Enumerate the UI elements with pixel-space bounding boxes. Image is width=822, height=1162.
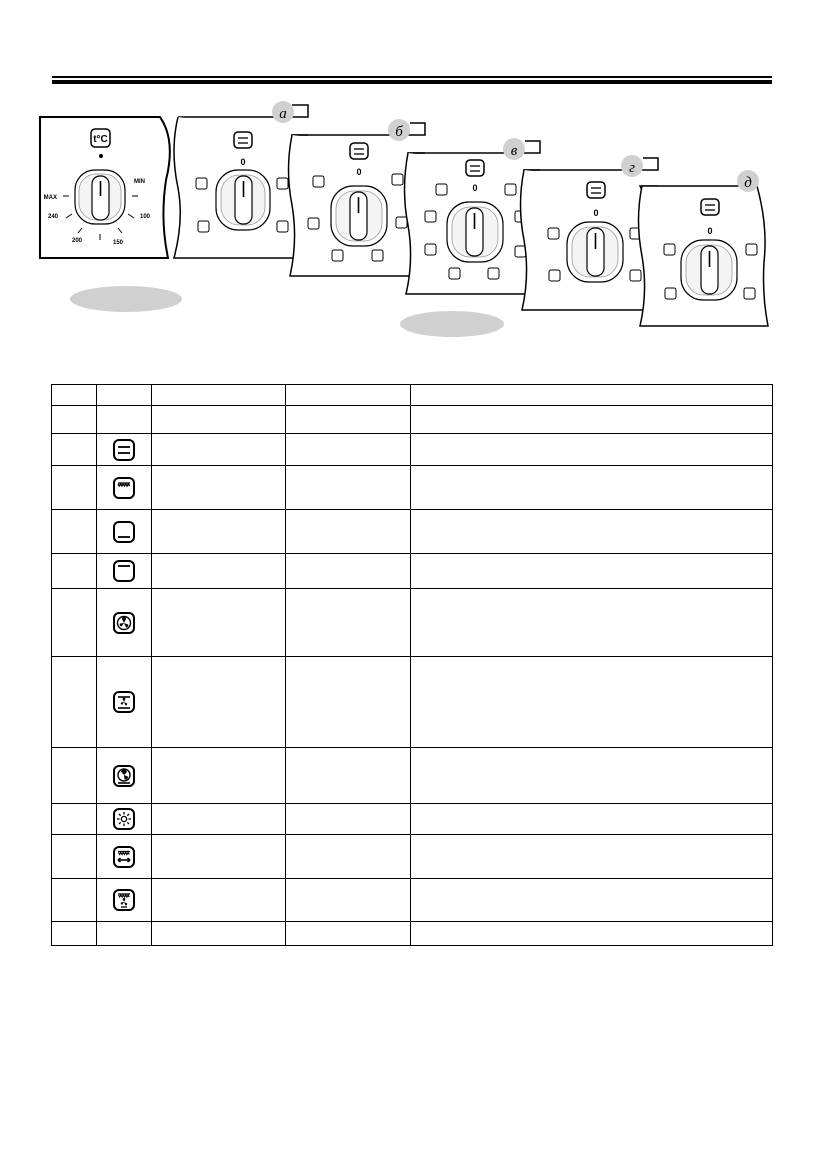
panel-letter-b: б [395, 124, 403, 140]
modes-table [51, 384, 773, 946]
scale-label-150: 150 [112, 240, 124, 246]
fan-bottom-heat-icon [112, 690, 136, 714]
control-panels-illustration [0, 0, 822, 340]
panel-d [639, 170, 769, 326]
table-row [52, 922, 773, 946]
table-row [52, 554, 773, 589]
panel-letter-a: а [279, 106, 287, 122]
panel-zero-d: 0 [707, 226, 713, 236]
table-row [52, 879, 773, 922]
defrost-light-icon [112, 807, 136, 831]
panel-a [174, 101, 308, 258]
panel-letter-d: д [744, 175, 752, 191]
scale-label-min: MIN [134, 179, 145, 185]
table-row [52, 589, 773, 657]
grill-fan-icon [112, 888, 136, 912]
top-bottom-heat-icon [112, 438, 136, 462]
table-row [52, 835, 773, 879]
scale-label-100: 100 [140, 214, 151, 220]
placeholder-oval-left [70, 286, 182, 312]
panel-zero-b: 0 [356, 167, 362, 177]
table-row [52, 657, 773, 748]
thermostat-panel [40, 117, 170, 258]
panel-letter-g: г [629, 160, 635, 176]
table-row [52, 466, 773, 510]
scale-label-240: 240 [47, 214, 58, 220]
wide-grill-icon [112, 845, 136, 869]
table-row [52, 406, 773, 434]
table-row [52, 748, 773, 804]
panel-zero-v: 0 [472, 183, 478, 193]
bottom-heat-icon [112, 520, 136, 544]
table-row [52, 804, 773, 835]
table-row [52, 385, 773, 406]
fan-icon [112, 611, 136, 635]
panel-g [521, 155, 659, 310]
thermometer-celsius-icon [91, 129, 110, 147]
grill-icon [112, 476, 136, 500]
panel-letter-v: в [510, 143, 518, 159]
placeholder-oval-right [400, 311, 504, 337]
scale-label-200: 200 [71, 238, 83, 244]
table-row [52, 510, 773, 554]
ring-fan-icon [112, 764, 136, 788]
scale-label-max: MAX [43, 195, 57, 201]
panel-v [405, 138, 541, 294]
thermometer-symbol: t°C [93, 134, 108, 145]
panel-zero-g: 0 [593, 208, 599, 218]
table-row [52, 434, 773, 466]
panel-zero-a: 0 [240, 157, 246, 167]
top-heat-icon [112, 559, 136, 583]
